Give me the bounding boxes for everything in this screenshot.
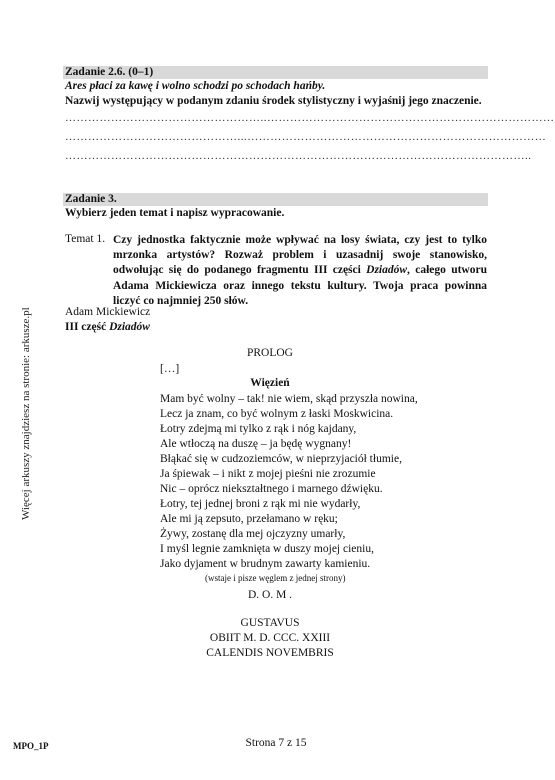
poem-line: Jako dyjament w brudnym zawarty kamieniu. (160, 558, 371, 570)
task-2-6-instruction: Nazwij występujący w podanym zdaniu środek stylistyczny i wyjaśnij jego znaczenie. (65, 95, 482, 107)
answer-line-3[interactable]: ………………………………………………………………………………………………………….. (65, 150, 532, 162)
source-author: Adam Mickiewicz (65, 306, 151, 318)
poem-line: Łotry zdejmą mi tylko z rąk i nóg kajdany, (160, 423, 357, 435)
source-title-prefix: III część (65, 321, 110, 333)
answer-line-1[interactable]: ……………………………………………..………………………………………………………………… (65, 112, 555, 124)
poem-ellipsis: […] (160, 363, 180, 375)
poem-line: Łotry, tej jednej broni z rąk mi nie wydarły, (160, 498, 361, 510)
poem-line: Nic – oprócz niekształtnego i marnego dźwięku. (160, 483, 383, 495)
poem-line: Ale mi ją zepsuto, przełamano w ręku; (160, 513, 338, 525)
topic-text (113, 233, 487, 309)
poem-line: I myśl legnie zamknięta w duszy mojej cieniu, (160, 543, 374, 555)
exam-code: MPO_1P (13, 741, 49, 751)
poem-line: Ja śpiewak – i nikt z mojej pieśni nie zrozumie (160, 468, 376, 480)
poem-line: Mam być wolny – tak! nie wiem, skąd przyszła nowina, (160, 393, 418, 405)
poem-line: Błąkać się w cudzoziemców, w nieprzyjaciół tłumie, (160, 453, 402, 465)
page-number: Strona 7 z 15 (245, 737, 307, 749)
task-3-header: Zadanie 3. (65, 193, 117, 205)
poem-line: Żywy, zostanę dla mej ojczyzny umarły, (160, 528, 346, 540)
topic-text-part2: , całego utworu Adama Mickiewicza oraz innego tekstu kultury. Twoja praca powinna liczyć co najmniej 250 słów. (113, 264, 487, 307)
topic-label: Temat 1. (65, 233, 106, 245)
task-2-6-quote: Ares płaci za kawę i wolno schodzi po schodach hańby. (65, 80, 326, 92)
answer-line-2[interactable]: ………………………………………...…………………………………………………………………… (65, 131, 547, 143)
poem-title: Więzień (250, 377, 290, 389)
task-2-6-header-bar (63, 66, 488, 79)
epitaph-line: GUSTAVUS (240, 617, 300, 629)
poem-line: Ale wtłoczą na duszę – ja będę wygnany! (160, 438, 352, 450)
poem-line: Lecz ja znam, co być wolnym z łaski Moskwicina. (160, 408, 394, 420)
topic-work-title: Dziadów (366, 264, 408, 277)
poem-prolog-heading: PROLOG (246, 347, 293, 359)
source-title (65, 320, 150, 335)
poem-stage-direction: (wstaje i pisze węglem z jednej strony) (205, 573, 346, 583)
topic-text-part1: Czy jednostka faktycznie może wpływać na losy świata, czy jest to tylko mrzonka artystów? Rozważ problem i uzasadnij swoje stanowisko, odwołując się do podanego fragmentu III części (113, 234, 487, 277)
task-3-instruction: Wybierz jeden temat i napisz wypracowanie. (65, 207, 285, 219)
task-3-header-bar (63, 193, 488, 206)
task-2-6-header: Zadanie 2.6. (0–1) (65, 66, 154, 78)
epitaph-line: CALENDIS NOVEMBRIS (206, 647, 334, 659)
epitaph-line: OBIIT M. D. CCC. XXIII (209, 632, 331, 644)
side-watermark-text: Więcej arkuszy znajdziesz na stronie: arkusze.pl (20, 307, 32, 520)
poem-dom: D. O. M . (247, 589, 293, 601)
source-title-work: Dziadów (109, 321, 150, 333)
